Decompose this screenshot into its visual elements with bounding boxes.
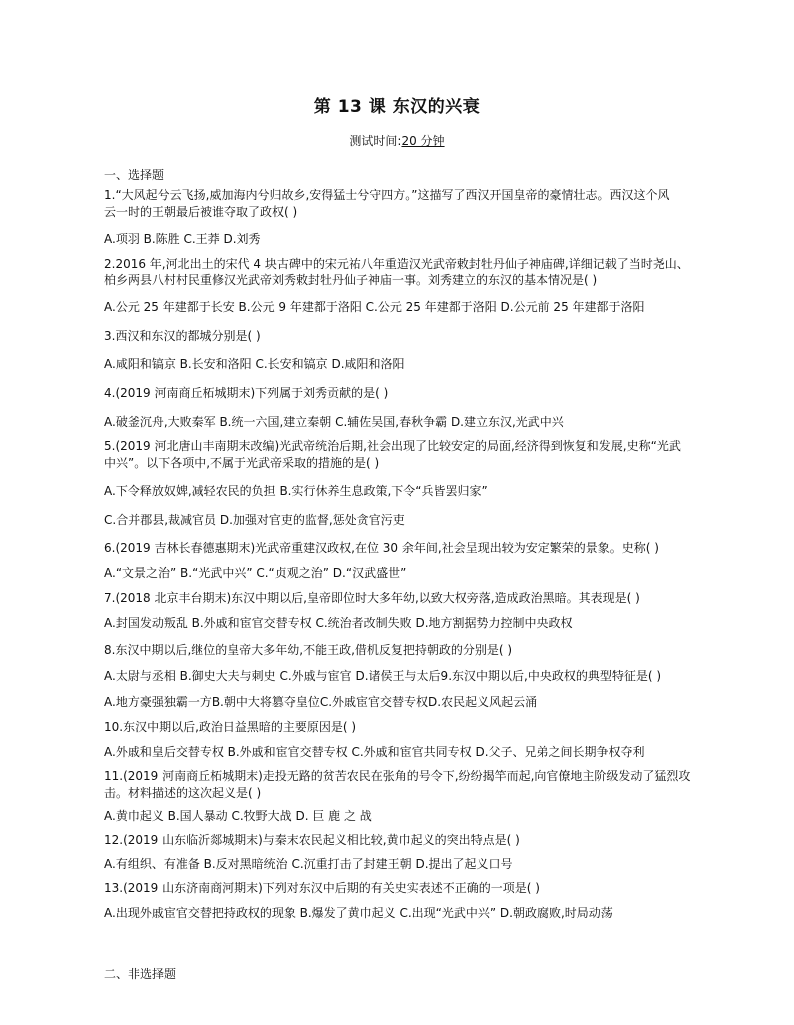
question-line: 4.(2019 河南商丘柘城期末)下列属于刘秀贡献的是( ) [104, 386, 389, 400]
question-line: 5.(2019 河北唐山丰南期末改编)光武帝统治后期,社会出现了比较安定的局面,经济得到恢复和发展,史称“光武 [104, 439, 681, 453]
option-line: A.“文景之治” B.“光武中兴” C.“贞观之治” D.“汉武盛世” [104, 566, 407, 580]
option-line: A.太尉与丞相 B.御史大夫与刺史 C.外戚与宦官 D.诸侯王与太后9.东汉中期以后,中央政权的典型特征是( ) [104, 669, 661, 683]
page-title: 第 13 课 东汉的兴衰 [313, 97, 481, 117]
section-heading-nonchoice: 二、非选择题 [104, 967, 177, 981]
question-line: 中兴”。以下各项中,不属于光武帝采取的措施的是( ) [104, 456, 380, 470]
option-line: A.封国发动叛乱 B.外戚和宦官交替专权 C.统治者改制失败 D.地方割据势力控制中央政权 [104, 616, 573, 630]
option-line: A.地方豪强独霸一方B.朝中大将篡夺皇位C.外戚宦官交替专权D.农民起义风起云涌 [104, 695, 538, 709]
test-time [0, 132, 794, 149]
question-line: 10.东汉中期以后,政治日益黑暗的主要原因是( ) [104, 720, 357, 734]
question-line: 3.西汉和东汉的都城分别是( ) [104, 329, 261, 343]
option-line: A.下令释放奴婢,减轻农民的负担 B.实行休养生息政策,下令“兵皆罢归家” [104, 484, 488, 498]
question-line: 12.(2019 山东临沂郯城期末)与秦末农民起义相比较,黄巾起义的突出特点是( ) [104, 833, 520, 847]
section-heading-choice: 一、选择题 [104, 168, 165, 182]
question-line: 2.2016 年,河北出土的宋代 4 块古碑中的宋元祐八年重造汉光武帝敕封牡丹仙子神庙碑,详细记载了当时尧山、 [104, 257, 689, 271]
question-line: 6.(2019 吉林长春德惠期末)光武帝重建汉政权,在位 30 余年间,社会呈现出较为安定繁荣的景象。史称( ) [104, 541, 659, 555]
question-line: 7.(2018 北京丰台期末)东汉中期以后,皇帝即位时大多年幼,以致大权旁落,造成政治黑暗。其表现是( ) [104, 591, 640, 605]
test-time-label: 测试时间: [349, 134, 402, 148]
option-line: A.公元 25 年建都于长安 B.公元 9 年建都于洛阳 C.公元 25 年建都于洛阳 D.公元前 25 年建都于洛阳 [104, 300, 645, 314]
question-line: 柏乡两县八村村民重修汉光武帝刘秀敕封牡丹仙子神庙一事。刘秀建立的东汉的基本情况是( ) [104, 273, 598, 287]
option-line: A.有组织、有准备 B.反对黑暗统治 C.沉重打击了封建王朝 D.提出了起义口号 [104, 857, 513, 871]
option-line: A.黄巾起义 B.国人暴动 C.牧野大战 D. 巨 鹿 之 战 [104, 809, 372, 823]
option-line: A.项羽 B.陈胜 C.王莽 D.刘秀 [104, 232, 261, 246]
option-line: A.破釜沉舟,大败秦军 B.统一六国,建立秦朝 C.辅佐吴国,春秋争霸 D.建立东汉,光武中兴 [104, 415, 564, 429]
question-line: 11.(2019 河南商丘柘城期末)走投无路的贫苦农民在张角的号令下,纷纷揭竿而起,向官僚地主阶级发动了猛烈攻 [104, 769, 691, 783]
question-line: 击。材料描述的这次起义是( ) [104, 786, 262, 800]
option-line: A.外戚和皇后交替专权 B.外戚和宦官交替专权 C.外戚和宦官共同专权 D.父子、兄弟之间长期争权夺利 [104, 745, 645, 759]
test-time-value: 20 分钟 [401, 134, 445, 148]
question-line: 云一时的王朝最后被谁夺取了政权( ) [104, 205, 298, 219]
option-line: A.咸阳和镐京 B.长安和洛阳 C.长安和镐京 D.咸阳和洛阳 [104, 357, 405, 371]
option-line: C.合并郡县,裁减官员 D.加强对官吏的监督,惩处贪官污吏 [104, 513, 405, 527]
question-line: 1.“大风起兮云飞扬,威加海内兮归故乡,安得猛士兮守四方。”这描写了西汉开国皇帝的豪情壮志。西汉这个风 [104, 188, 670, 202]
question-line: 8.东汉中期以后,继位的皇帝大多年幼,不能王政,借机反复把持朝政的分别是( ) [104, 643, 513, 657]
option-line: A.出现外戚宦官交替把持政权的现象 B.爆发了黄巾起义 C.出现“光武中兴” D.朝政腐败,时局动荡 [104, 906, 613, 920]
question-line: 13.(2019 山东济南商河期末)下列对东汉中后期的有关史实表述不正确的一项是( ) [104, 881, 540, 895]
